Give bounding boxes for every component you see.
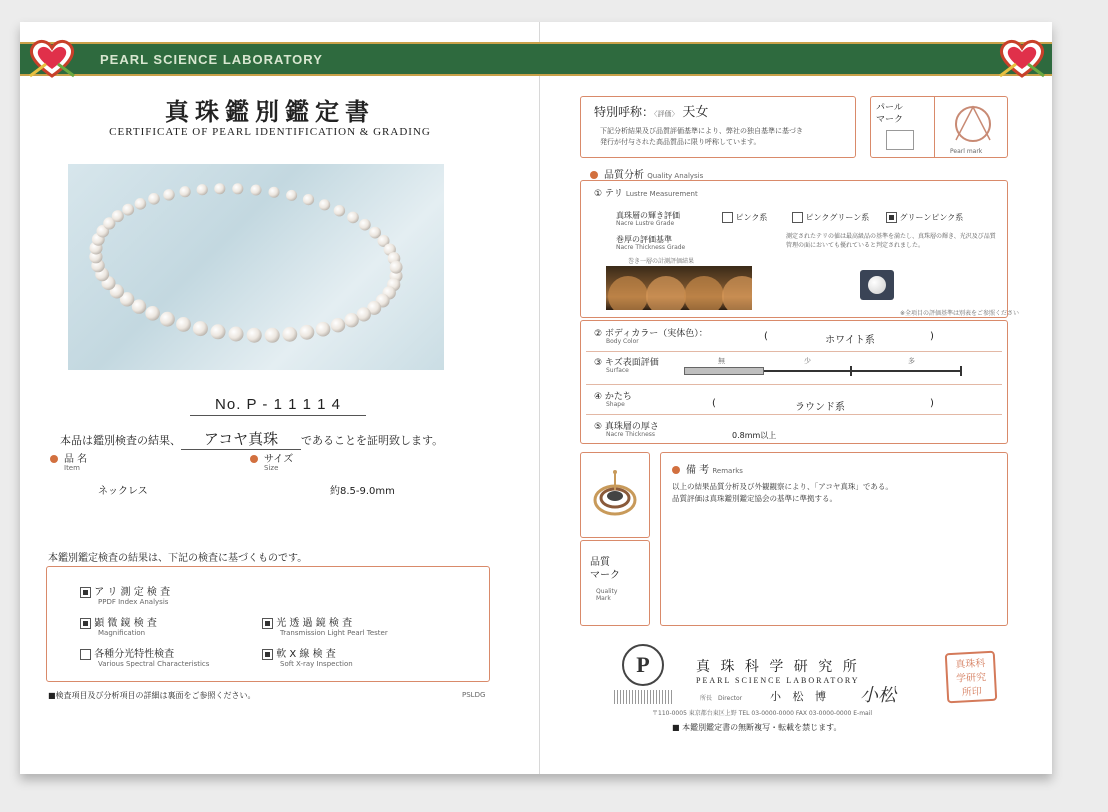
pearl — [211, 324, 226, 339]
remarks-line: 以上の結果品質分析及び外観観察により、「アコヤ真珠」である。 — [672, 482, 893, 491]
header-gold-line-bottom — [20, 74, 1052, 76]
right-footer-note: ■ 本鑑別鑑定書の無断複写・転載を禁じます。 — [672, 723, 842, 732]
paren-close: ) — [930, 398, 934, 409]
test-label: 軟 X 線 検 査 — [276, 649, 336, 660]
option-2 — [886, 212, 963, 223]
pearl — [251, 185, 262, 196]
pearl — [300, 325, 315, 340]
test-checkbox-4 — [262, 649, 273, 660]
pearl — [132, 299, 146, 313]
lab-name-jp: 真 珠 科 学 研 究 所 — [696, 659, 860, 675]
pearl — [112, 210, 124, 222]
pearl — [347, 212, 359, 224]
item-label-text: 品 名 — [64, 454, 88, 465]
pearl — [160, 312, 175, 327]
center-fold — [539, 22, 540, 774]
pearl — [331, 318, 345, 332]
statement-suffix: であることを証明致します。 — [301, 434, 444, 447]
pearl — [197, 184, 208, 195]
heart-logo-icon — [26, 36, 78, 80]
quality-mark-label: 品質 マーク — [590, 557, 620, 581]
pearl — [247, 328, 262, 343]
test-label: 光 透 過 鏡 検 査 — [276, 618, 353, 629]
q2-value: ホワイト系 — [825, 335, 875, 346]
test-checkbox-2 — [262, 618, 273, 629]
pearl — [265, 328, 280, 343]
pearl — [390, 261, 403, 274]
bullet-icon — [50, 455, 58, 463]
pearl-mark-icon — [944, 100, 1002, 150]
test-sub: Transmission Light Pearl Tester — [280, 629, 388, 637]
test-checkbox-3 — [80, 649, 91, 660]
official-seal: 真珠科学研究所印 — [945, 651, 998, 704]
scale-tick — [850, 366, 852, 376]
q2-en: Body Color — [606, 338, 639, 345]
test-sub: Soft X-ray Inspection — [280, 660, 353, 668]
item-label-en: Item — [64, 464, 80, 472]
surface-scale-fill — [684, 367, 764, 375]
test-label: 顕 微 鏡 検 査 — [94, 618, 157, 629]
pearl — [180, 186, 191, 197]
paren-open: ( — [712, 398, 716, 409]
left-footer-note: ■検査項目及び分析項目の詳細は裏面をご参照ください。 — [48, 691, 256, 700]
item-value: ネックレス — [98, 486, 148, 497]
quality-mark-en: Quality Mark — [596, 588, 618, 602]
pearl-mark-small-icon — [886, 130, 914, 150]
pearl — [286, 190, 297, 201]
remarks-box — [660, 452, 1008, 626]
size-label — [250, 450, 293, 465]
thickness-label-en: Nacre Thickness Grade — [616, 244, 686, 251]
size-label-text: サイズ — [264, 454, 294, 465]
special-desc — [600, 126, 850, 148]
pearl — [163, 189, 174, 200]
scale-label: 多 — [908, 357, 915, 365]
lab-logo-icon — [620, 642, 666, 688]
option-checkbox-2 — [886, 212, 897, 223]
page-title: 真珠鑑別鑑定書 — [165, 97, 375, 126]
test-basis-text: 本鑑別鑑定検査の結果は、下記の検査に基づくものです。 — [48, 553, 308, 564]
pearl — [357, 307, 371, 321]
bullet-icon — [250, 455, 258, 463]
pearl — [303, 194, 314, 205]
statement-value: アコヤ真珠 — [181, 428, 301, 450]
pearl — [232, 183, 243, 194]
scale-tick — [960, 366, 962, 376]
special-desc-line: 下記分析結果及び品質評価基準により、弊社の独自基準に基づき — [600, 127, 803, 135]
pearl — [319, 199, 330, 210]
heart-logo-icon — [996, 36, 1048, 80]
pearl — [334, 205, 345, 216]
pearl-necklace-image — [68, 164, 444, 370]
certificate-number: No. P - 1 1 1 1 4 — [190, 396, 366, 416]
special-label: 特別呼称： — [594, 105, 655, 119]
header-gold-line — [20, 42, 1052, 44]
quality-logo-icon — [590, 466, 640, 522]
director-name: 小 松 博 — [770, 690, 830, 703]
pearl-icon — [868, 276, 886, 294]
nacre-layer-icon — [606, 266, 752, 310]
quality-mark-box — [580, 540, 650, 626]
lab-address: 〒110-0005 東京都台東区上野 TEL 03-0000-0000 FAX 03-0000-0000 E-mail — [652, 710, 873, 717]
remarks-line: 品質評価は真珠鑑別鑑定協会の基準に準拠する。 — [672, 494, 837, 503]
director-label: 所長 Director — [700, 695, 743, 702]
quality-analysis-title — [590, 166, 703, 181]
layer-label: 真珠層の輝き評価 — [616, 211, 680, 220]
q5-label: ⑤ 真珠層の厚さ — [594, 422, 659, 432]
scale-label: 少 — [804, 357, 811, 365]
thickness-note: 巻き一層の計測評価結果 — [628, 258, 695, 265]
option-label: ピンク系 — [735, 213, 768, 222]
test-label: 各種分光特性検査 — [94, 649, 175, 660]
item-label — [50, 450, 87, 465]
size-value: 約8.5-9.0mm — [330, 486, 395, 497]
test-sub: Various Spectral Characteristics — [98, 660, 210, 668]
pearl-mark-divider — [934, 96, 935, 158]
thickness-label: 巻厚の評価基準 — [616, 235, 672, 244]
size-label-en: Size — [264, 464, 279, 472]
q2-label: ② ボディカラー（実体色）： — [594, 329, 708, 339]
statement-prefix: 本品は鑑別検査の結果、 — [60, 434, 181, 447]
q4-label: ④ かたち — [594, 392, 632, 402]
q5-value: 0.8mm以上 — [732, 431, 777, 440]
header-lab-name: PEARL SCIENCE LABORATORY — [100, 52, 323, 67]
special-name — [594, 101, 708, 120]
bullet-icon — [672, 466, 680, 474]
test-sub: PPDF Index Analysis — [98, 598, 169, 606]
q1-label-text: ① テリ — [594, 189, 623, 199]
option-label: ピンクグリーン系 — [805, 213, 870, 222]
test-sub: Magnification — [98, 629, 146, 637]
pearl-mark-label: パール マーク — [876, 103, 904, 125]
special-small: 〈評価〉 — [654, 110, 679, 118]
q3-en: Surface — [606, 367, 629, 374]
scale-label: 無 — [718, 357, 725, 365]
pearl — [148, 193, 160, 205]
pearl — [282, 327, 297, 342]
row-divider — [586, 351, 1002, 352]
q4-en: Shape — [606, 401, 625, 408]
svg-text:P: P — [636, 652, 650, 677]
lab-name-en: PEARL SCIENCE LABORATORY — [696, 676, 860, 685]
pearl — [229, 327, 244, 342]
option-label: グリーンピンク系 — [899, 213, 964, 222]
option-checkbox-1 — [792, 212, 803, 223]
remarks-en: Remarks — [712, 467, 743, 475]
paren-open: ( — [764, 331, 768, 342]
remarks-title — [672, 461, 743, 476]
pearl — [269, 187, 280, 198]
pearl — [193, 321, 208, 336]
page-subtitle: CERTIFICATE OF PEARL IDENTIFICATION & GRADING — [109, 126, 431, 138]
pearl — [344, 313, 358, 327]
pearl — [214, 183, 225, 194]
certificate-statement — [60, 428, 443, 450]
pearl — [145, 306, 160, 321]
lab-logo-caption-strip — [614, 690, 674, 704]
pearl-mark-caption: Pearl mark — [950, 148, 983, 155]
test-item — [262, 645, 353, 668]
option-1 — [792, 212, 869, 223]
test-item — [80, 583, 170, 606]
row-divider — [586, 414, 1002, 415]
row-divider — [586, 384, 1002, 385]
pearl — [359, 219, 371, 231]
paren-close: ) — [930, 331, 934, 342]
test-item — [262, 614, 388, 637]
special-desc-line: 発行が付与された高品質品に限り呼称しています。 — [600, 138, 761, 146]
bullet-icon — [590, 171, 598, 179]
q4-value: ラウンド系 — [795, 402, 845, 413]
pearl — [176, 317, 191, 332]
q5-en: Nacre Thickness — [606, 431, 656, 438]
test-item — [80, 645, 209, 668]
pearl — [316, 322, 331, 337]
q3-label: ③ キズ表面評価 — [594, 358, 659, 368]
option-checkbox-0 — [722, 212, 733, 223]
layer-label-en: Nacre Lustre Grade — [616, 220, 675, 227]
pearl — [135, 198, 147, 210]
test-checkbox-0 — [80, 587, 91, 598]
special-value: 天女 — [682, 105, 709, 120]
pearl-cross-section-image — [606, 266, 752, 310]
pearl — [122, 204, 134, 216]
pearl-photo-thumb — [860, 270, 894, 300]
pearl-necklace-photo — [68, 164, 444, 370]
test-label: ア リ 測 定 検 査 — [94, 587, 171, 598]
q1-desc: 測定されたテリの値は最高級品の基準を満たし、真珠層の輝き、光沢及び品質管理の面においても優れていると判定されました。 — [786, 233, 996, 249]
option-0 — [722, 212, 767, 223]
test-checkbox-1 — [80, 618, 91, 629]
q1-en: Lustre Measurement — [625, 190, 698, 198]
q1-label — [594, 186, 698, 199]
director-signature: 小松 — [860, 685, 896, 706]
left-footer-code: PSLDG — [462, 691, 486, 699]
test-item — [80, 614, 157, 637]
quality-analysis-en: Quality Analysis — [647, 172, 704, 180]
quality-analysis-label: 品質分析 — [604, 170, 644, 181]
remarks-title-text: 備 考 — [686, 465, 710, 476]
q1-foot: ※全項目の評価基準は別表をご参照ください — [900, 310, 1020, 317]
